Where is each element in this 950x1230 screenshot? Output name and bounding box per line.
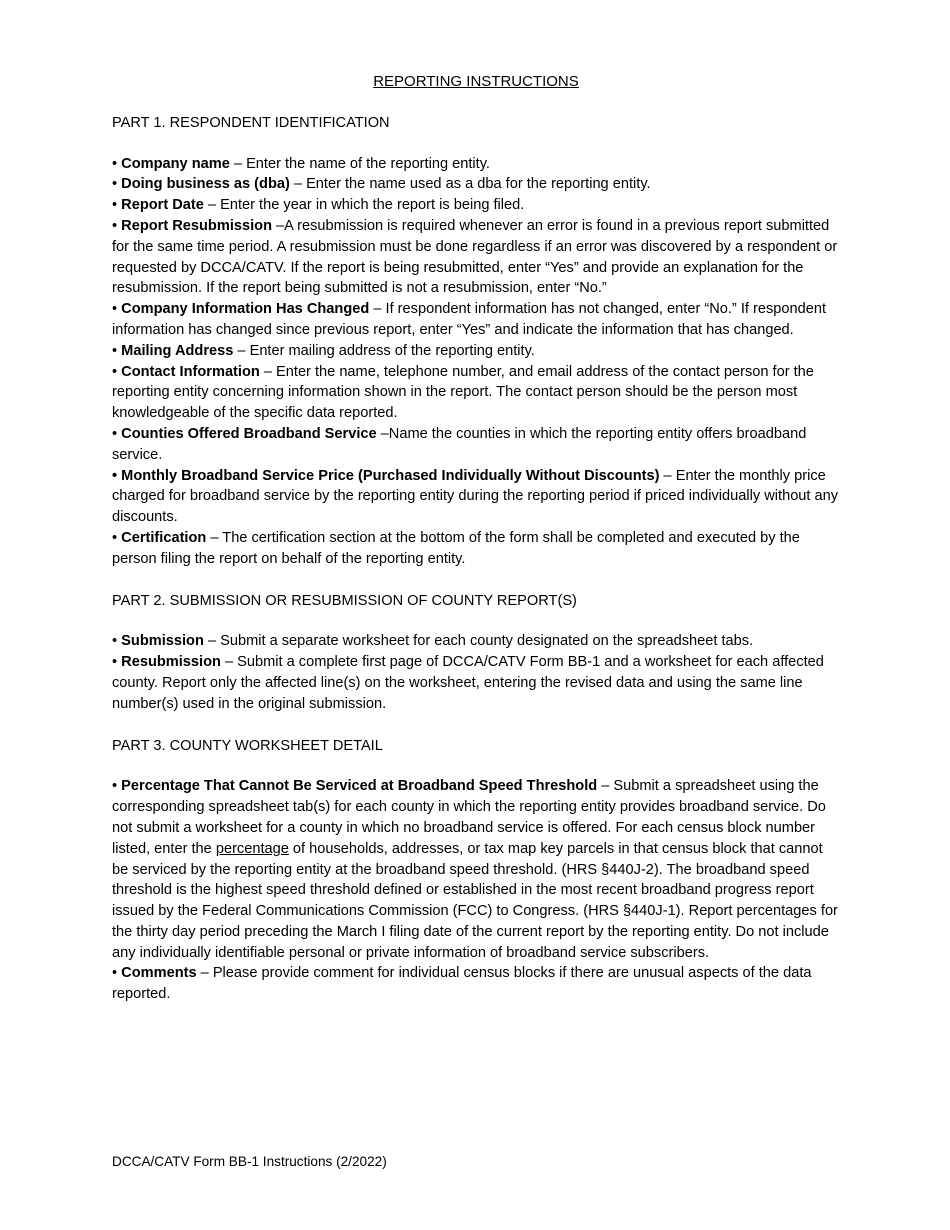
list-item: • Doing business as (dba) – Enter the name used as a dba for the reporting entity. xyxy=(112,176,651,193)
part2-list xyxy=(112,631,840,714)
part1-heading: PART 1. RESPONDENT IDENTIFICATION xyxy=(112,114,390,131)
list-item: • Resubmission – Submit a complete first page of DCCA/CATV Form BB-1 and a worksheet for each affected county. Report only the affected line(s) on the worksheet, entering the revised data and using the same line number(s) used in the original submission. xyxy=(112,654,824,712)
part3-list xyxy=(112,776,840,1005)
page-footer: DCCA/CATV Form BB-1 Instructions (2/2022) xyxy=(112,1154,387,1169)
list-item: • Contact Information – Enter the name, telephone number, and email address of the contact person for the reporting entity concerning information shown in the report. The contact person should be the person most knowledgeable of the specific data reported. xyxy=(112,363,814,422)
instructions-page xyxy=(112,72,840,1026)
list-item: • Company Information Has Changed – If respondent information has not changed, enter “No.” If respondent information has changed since previous report, enter “Yes” and indicate the information that has changed. xyxy=(112,301,827,338)
list-item: • Report Date – Enter the year in which the report is being filed. xyxy=(112,197,525,214)
list-item: • Percentage That Cannot Be Serviced at Broadband Speed Threshold – Submit a spreadsheet using the corresponding spreadsheet tab(s) for each county in which the reporting entity provides broadband service. Do not submit a worksheet for a county in which no broadband service is offered. For each census block number listed, enter the percentage of households, addresses, or tax map key parcels in that census block that cannot be serviced by the reporting entity at the broadband speed threshold. (HRS §440J-2). The broadband speed threshold is the highest speed threshold defined or established in the most recent broadband progress report issued by the Federal Communications Commission (FCC) to Congress. (HRS §440J-1). Report percentages for the thirty day period preceding the March I filing date of the current report by the reporting entity. Do not include any individually identifiable personal or private information of broadband service subscribers. xyxy=(112,778,838,961)
part3-heading: PART 3. COUNTY WORKSHEET DETAIL xyxy=(112,737,383,754)
page-title: REPORTING INSTRUCTIONS xyxy=(373,73,579,90)
list-item: • Certification – The certification section at the bottom of the form shall be completed and executed by the person filing the report on behalf of the reporting entity. xyxy=(112,529,800,567)
list-item: • Company name – Enter the name of the reporting entity. xyxy=(112,155,490,172)
part1-list xyxy=(112,154,840,570)
percentage-underlined: percentage xyxy=(215,840,289,857)
list-item: • Mailing Address – Enter mailing address of the reporting entity. xyxy=(112,342,535,359)
list-item: • Monthly Broadband Service Price (Purchased Individually Without Discounts) – Enter the monthly price charged for broadband service by the reporting entity during the reporting period if priced individually without any discounts. xyxy=(112,467,839,526)
list-item: • Counties Offered Broadband Service –Name the counties in which the reporting entity offers broadband service. xyxy=(112,425,807,463)
list-item: • Comments – Please provide comment for individual census blocks if there are unusual aspects of the data reported. xyxy=(112,965,812,1003)
list-item: • Report Resubmission –A resubmission is required whenever an error is found in a previous report submitted for the same time period. A resubmission must be done regardless if an error was discovered by a respondent or requested by DCCA/CATV. If the report is being resubmitted, enter “Yes” and provide an explanation for the resubmission. If the report being submitted is not a resubmission, enter “No.” xyxy=(112,217,838,297)
part2-heading: PART 2. SUBMISSION OR RESUBMISSION OF COUNTY REPORT(S) xyxy=(112,592,577,609)
list-item: • Submission – Submit a separate worksheet for each county designated on the spreadsheet tabs. xyxy=(112,633,754,650)
